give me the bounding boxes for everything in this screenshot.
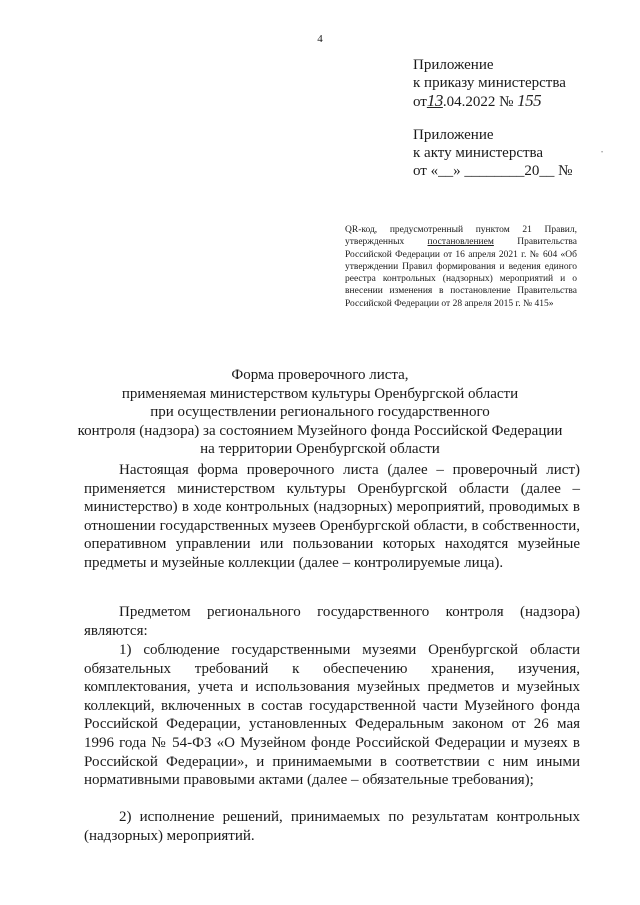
handwritten-number: 155 <box>517 91 542 110</box>
title-line: на территории Оренбургской области <box>200 441 440 457</box>
appendix-order-date-line <box>413 92 566 111</box>
paragraph-text: 1) соблюдение государственными музеями Оренбургской области обязательных требований к обеспечению хранения, изучения, комплектования, учета и использования музейных предметов и музейных коллекций, включенных в состав государственной части Музейного фонда Российской Федерации, установленных Федеральным законом от 26 мая 1996 года № 54-ФЗ «О Музейном фонде Российской Федерации и музеях в Российской Федерации», и принимаемыми в соответствии с ним иными нормативными правовыми актами (далее – обязательные требования); <box>84 642 580 789</box>
qr-note-link[interactable]: постановлением <box>427 237 494 248</box>
paragraph-text: Настоящая форма проверочного листа (далее – проверочный лист) применяется министерством культуры Оренбургской области (далее – министерство) в ходе контрольных (надзорных) мероприятий, проводимых в отношении государственных музеев Оренбургской области, в собственности, оперативном управлении или пользовании которых находятся музейные предметы и музейные коллекции (далее – контролируемые лица). <box>84 462 580 571</box>
body-paragraph-item-2 <box>84 808 580 845</box>
paragraph-text: 2) исполнение решений, принимаемых по результатам контрольных (надзорных) мероприятий. <box>84 809 580 844</box>
number-sign: № <box>499 94 514 110</box>
appendix-act-subtitle: к акту министерства <box>413 145 544 161</box>
appendix-act-date-line: от «__» ________20__ № <box>413 163 573 179</box>
handwritten-day: 13 <box>426 91 443 110</box>
page-number: 4 <box>317 33 323 45</box>
title-line: контроля (надзора) за состоянием Музейного фонда Российской Федерации <box>77 422 563 439</box>
body-paragraph-item-1 <box>84 641 580 790</box>
qr-note-text-start: QR-код, предусмотренный пунктом 21 Правил, утвержденных <box>345 225 577 248</box>
appendix-order-title: Приложение <box>413 57 494 73</box>
appendix-order-subtitle: к приказу министерства <box>413 75 566 91</box>
body-paragraph-intro <box>84 461 580 573</box>
qr-code-note <box>345 224 577 310</box>
title-line: при осуществлении регионального государственного <box>150 404 490 420</box>
title-line: применяемая министерством культуры Оренбургской области <box>121 385 519 402</box>
scan-dot: • <box>601 150 604 156</box>
date-prefix: от <box>413 94 427 110</box>
form-title <box>60 366 580 459</box>
appendix-order-block <box>413 56 566 111</box>
date-rest: .04.2022 <box>442 94 496 110</box>
title-line: Форма проверочного листа, <box>231 367 409 383</box>
body-paragraph-subject <box>84 603 580 640</box>
appendix-act-block <box>413 126 572 180</box>
qr-note-text-end: Правительства Российской Федерации от 16 апреля 2021 г. № 604 «Об утверждении Правил формирования и ведения единого реестра контрольных (надзорных) мероприятий и о внесении изменения в постановление Правительства Российской Федерации от 28 апреля 2015 г. № 415» <box>345 237 577 309</box>
paragraph-text: Предметом регионального государственного контроля (надзора) являются: <box>84 604 580 639</box>
appendix-act-title: Приложение <box>413 127 494 143</box>
